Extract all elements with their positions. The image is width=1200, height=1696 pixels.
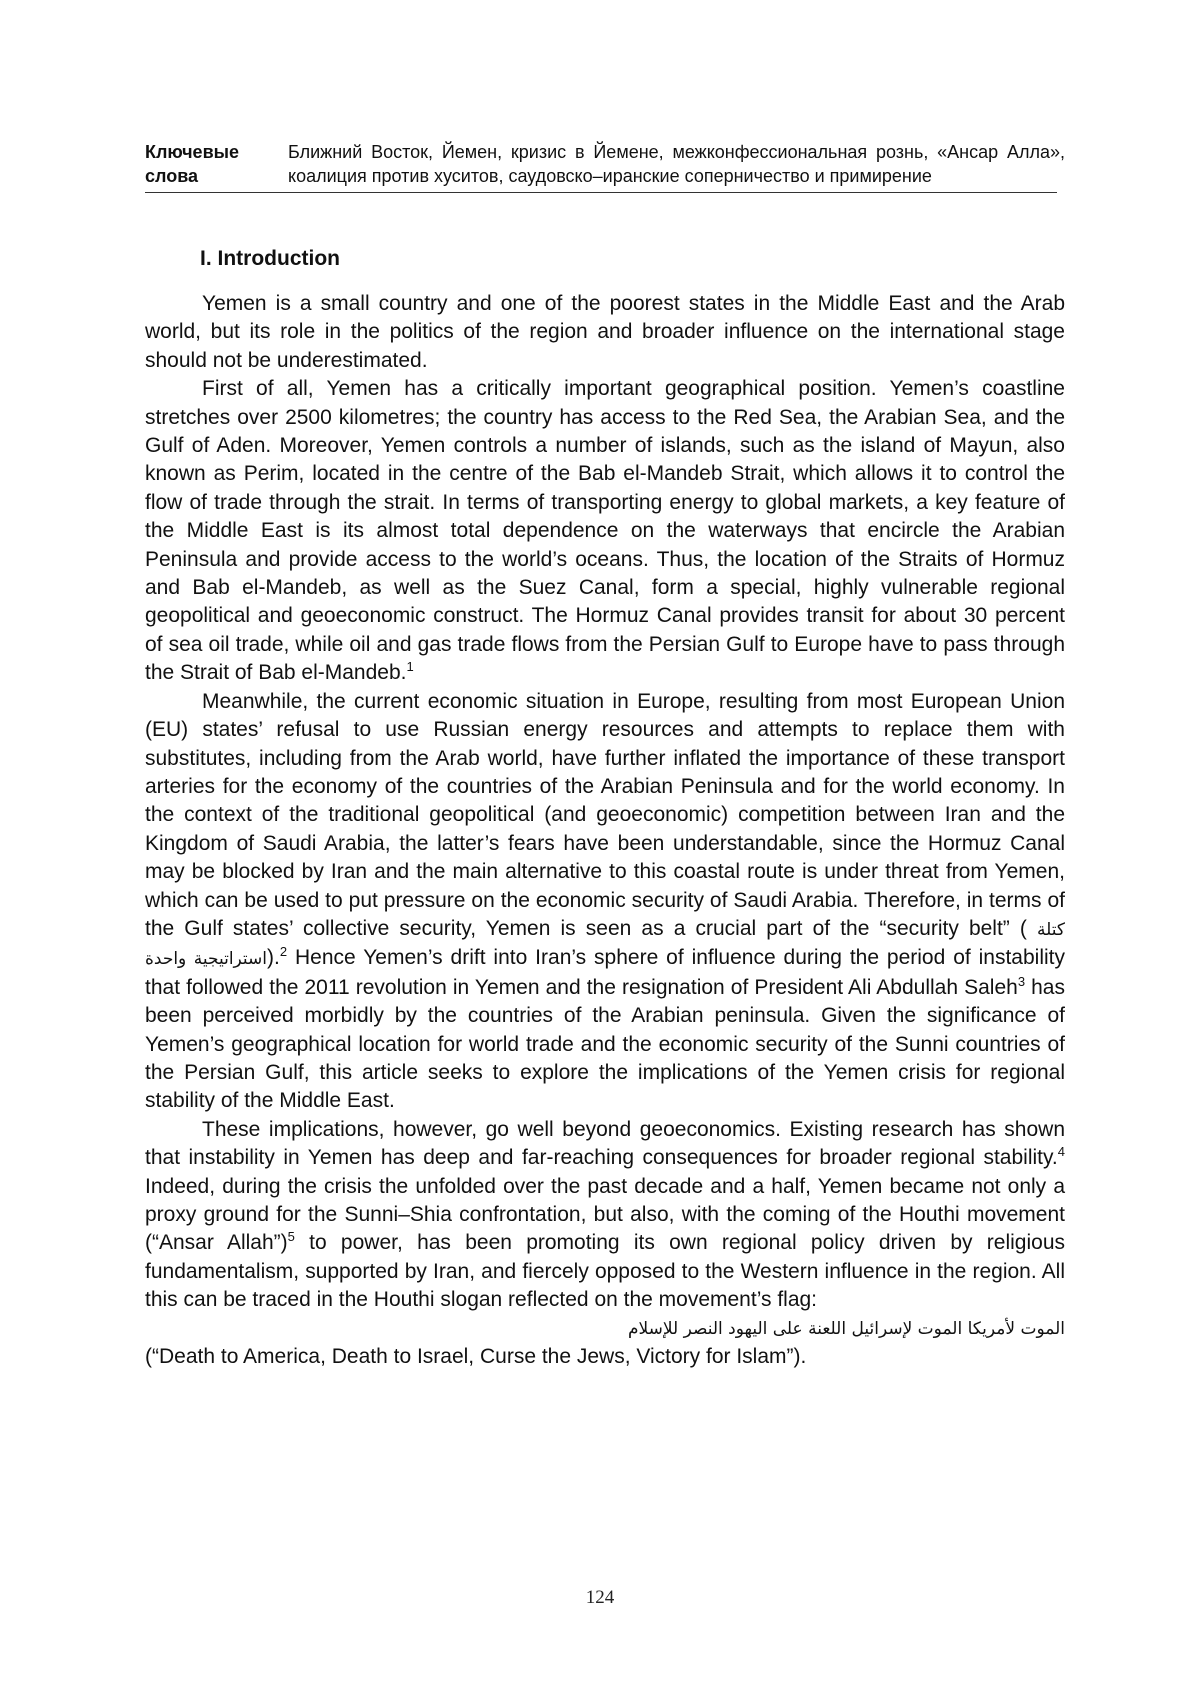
footnote-ref-4[interactable]: 4: [1057, 1144, 1065, 1160]
article-body: [145, 290, 1065, 1371]
paragraph-2: [145, 375, 1065, 687]
paragraph-3: [145, 688, 1065, 1116]
paragraph-1-text: Yemen is a small country and one of the poorest states in the Middle East and the Arab world, but its role in the politics of the region and broader influence on the international stage should not be underestimated.: [145, 292, 1065, 372]
paragraph-4-text-b: Indeed, during the crisis the unfolded over the past decade and a half, Yemen became not only a proxy ground for the Sunni–Shia confrontation, but also, with the coming of the Houthi movement (“Ansar Allah”): [145, 1174, 1065, 1255]
footnote-ref-5[interactable]: 5: [287, 1229, 295, 1245]
footnote-ref-2[interactable]: 2: [279, 944, 288, 960]
paragraph-1: [145, 290, 1065, 375]
section-heading: I. Introduction: [200, 247, 340, 270]
paragraph-4-text-a: These implications, however, go well beyond geoeconomics. Existing research has shown that instability in Yemen has deep and far-reaching consequences for broader regional stability.: [145, 1117, 1065, 1170]
slogan-translation: (“Death to America, Death to Israel, Curse the Jews, Victory for Islam”).: [145, 1345, 807, 1369]
footnote-ref-3[interactable]: 3: [1017, 973, 1026, 989]
keywords-text: Ближний Восток, Йемен, кризис в Йемене, межконфессиональная рознь, «Ансар Алла», коалиция против хуситов, саудовско–иранские соперничество и примирение: [288, 142, 1065, 186]
keywords-divider: [145, 192, 1057, 193]
paragraph-2-text: First of all, Yemen has a critically important geographical position. Yemen’s coastline stretches over 2500 kilometres; the country has access to the Red Sea, the Arabian Sea, and the Gulf of Aden. Moreover, Yemen controls a number of islands, such as the island of Mayun, also known as Perim, located in the centre of the Bab el-Mandeb Strait, which allows it to control the flow of trade through the strait. In terms of transporting energy to global markets, a key feature of the Middle East is its almost total dependence on the waterways that encircle the Arabian Peninsula and provide access to the world’s oceans. Thus, the location of the Straits of Hormuz and Bab el-Mandeb, as well as the Suez Canal, form a special, highly vulnerable regional geopolitical and geoeconomic construct. The Hormuz Canal provides transit for about 30 percent of sea oil trade, while oil and gas trade flows from the Persian Gulf to Europe have to pass through the Strait of Bab el-Mandeb.: [145, 377, 1065, 685]
keywords-label: Ключевые слова: [145, 142, 240, 186]
paragraph-3-text-c: Hence Yemen’s drift into Iran’s sphere of influence during the period of instability that followed the 2011 revolution in Yemen and the resignation of President Ali Abdullah Saleh: [145, 946, 1065, 999]
paragraph-3-text-d: has been perceived morbidly by the countries of the Arabian peninsula. Given the significance of Yemen’s geographical location for world trade and the economic security of the Sunni countries of the Persian Gulf, this article seeks to explore the implications of the Yemen crisis for regional stability of the Middle East.: [145, 975, 1065, 1113]
document-page: [145, 140, 1065, 1371]
arabic-security-belt: كتلة استراتيجية واحدة: [145, 919, 1065, 970]
footnote-ref-1[interactable]: 1: [406, 659, 414, 675]
keywords-block: [145, 140, 1065, 188]
paragraph-3-text-a: Meanwhile, the current economic situation in Europe, resulting from most European Union (EU) states’ refusal to use Russian energy resources and attempts to replace them with substitutes, including from the Arab world, have further inflated the importance of these transport arteries for the economy of the countries of the Arabian Peninsula and for the world economy. In the context of the traditional geopolitical (and geoeconomic) competition between Iran and the Kingdom of Saudi Arabia, the latter’s fears have been understandable, since the Hormuz Canal may be blocked by Iran and the main alternative to this coastal route is under threat from Yemen, which can be used to put pressure on the economic security of Saudi Arabia. Therefore, in terms of the Gulf states’ collective security, Yemen is seen as a crucial part of the “security belt” (: [145, 689, 1065, 940]
paragraph-4-text-c: to power, has been promoting its own regional policy driven by religious fundamentalism, supported by Iran, and fiercely opposed to the Western influence in the region. All this can be traced in the Houthi slogan reflected on the movement’s flag:: [145, 1231, 1065, 1312]
paragraph-4: [145, 1116, 1065, 1315]
paragraph-3-text-b: ).: [267, 946, 280, 970]
houthi-slogan-arabic: الموت لأمريكا الموت لإسرائيل اللعنة على اليهود النصر للإسلام: [627, 1318, 1065, 1339]
page-number: 124: [585, 1587, 615, 1608]
